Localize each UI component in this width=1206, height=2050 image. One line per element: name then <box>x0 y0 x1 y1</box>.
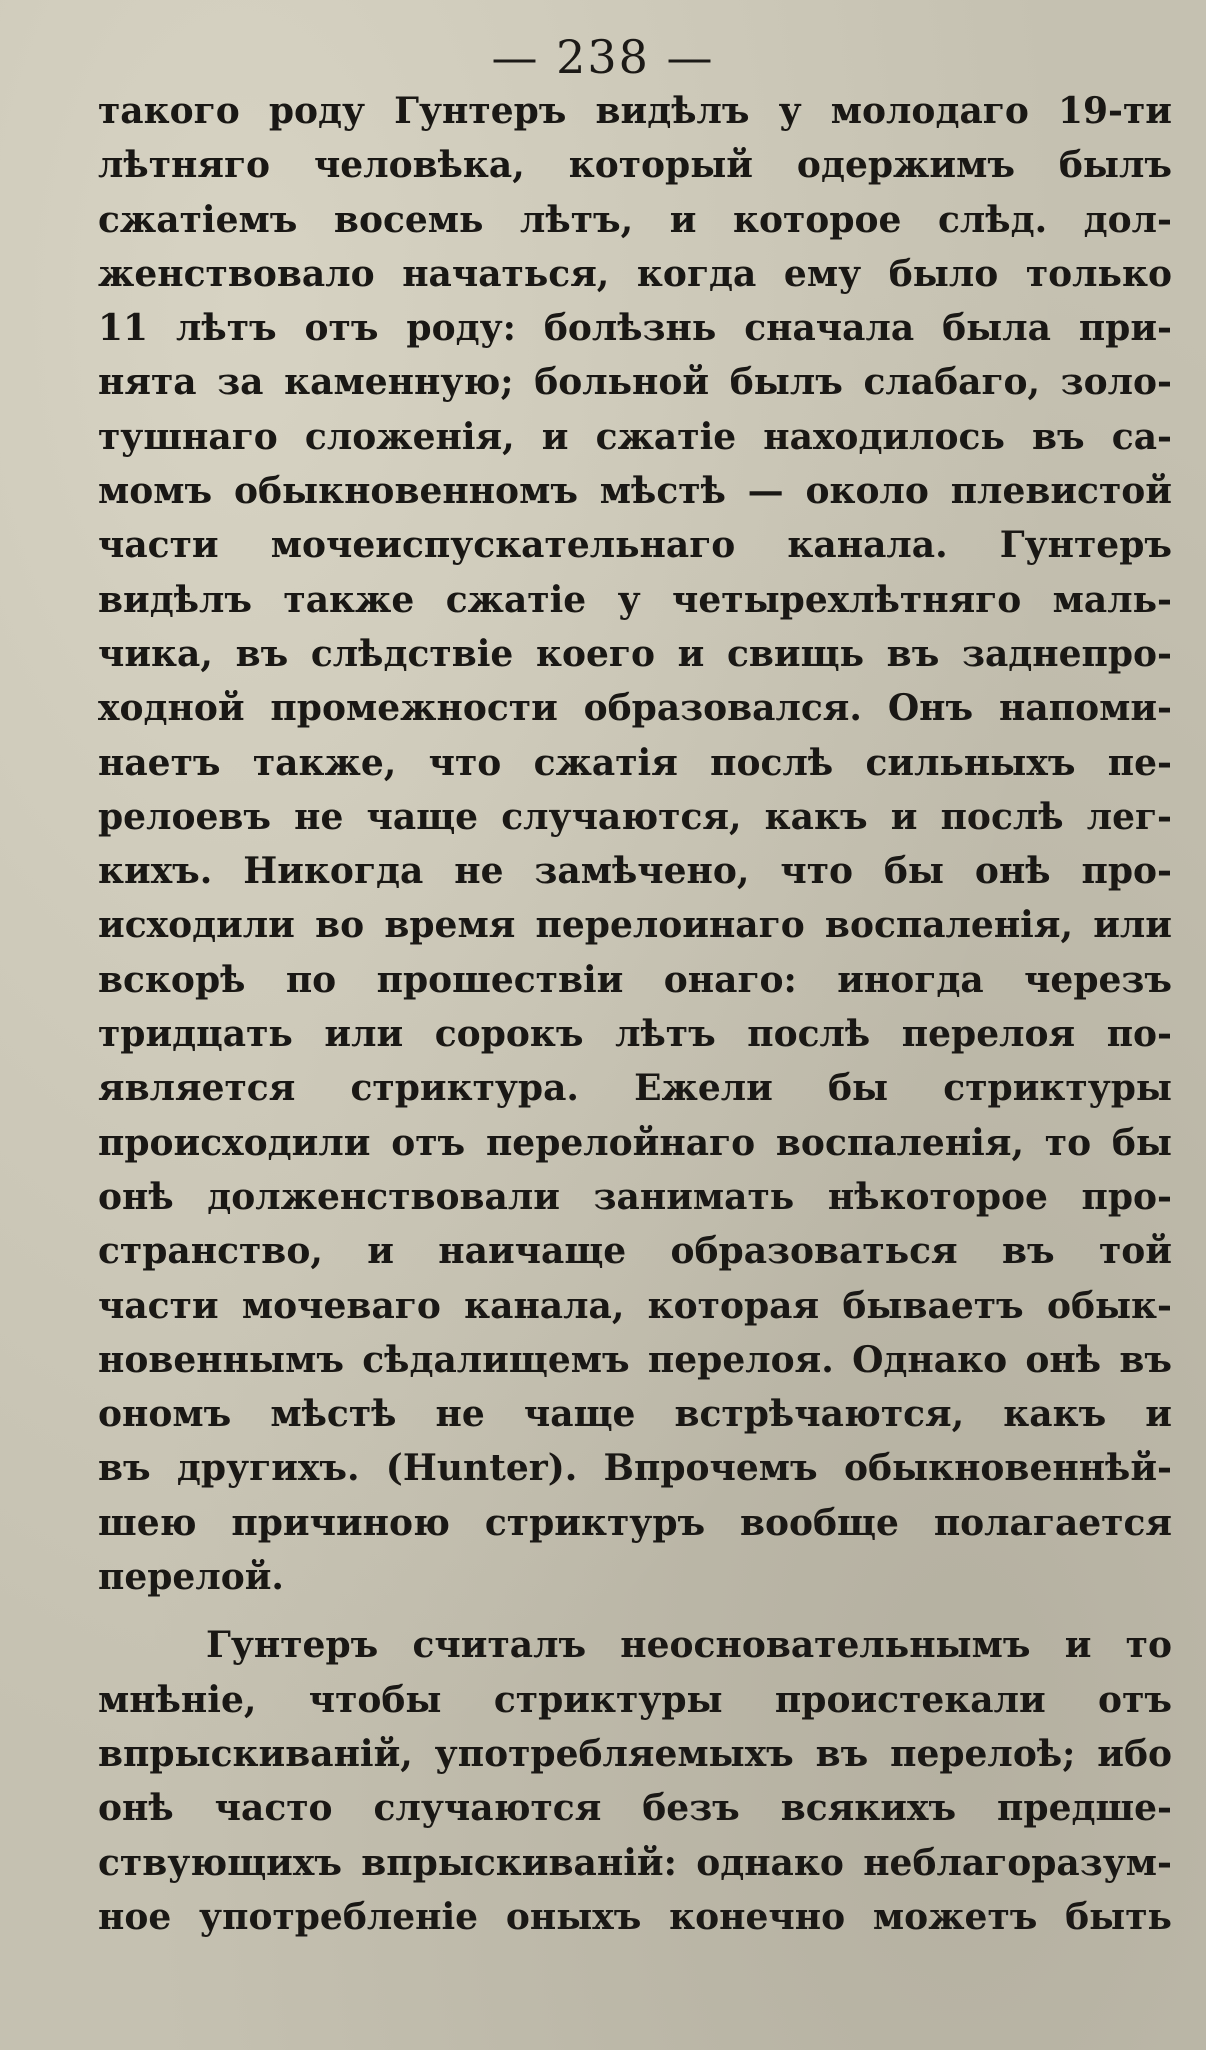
text-line: тушнаго сложенія, и сжатіе находилось въ са- <box>98 415 1172 458</box>
text-line: ное употребленіе оныхъ конечно можетъ быть <box>98 1895 1172 1938</box>
text-line: видѣлъ также сжатіе у четырехлѣтняго маль- <box>98 578 1172 621</box>
text-line: нята за каменную; больной былъ слабаго, золо- <box>98 361 1172 404</box>
text-line: чика, въ слѣдствіе коего и свищь въ заднепро- <box>98 632 1172 675</box>
text-line: мнѣніе, чтобы стриктуры проистекали отъ <box>98 1678 1172 1721</box>
text-line: части мочеваго канала, которая бываетъ обык- <box>98 1284 1172 1327</box>
text-line: перелой. <box>98 1556 284 1599</box>
text-line: является стриктура. Ежели бы стриктуры <box>98 1067 1172 1110</box>
text-line: происходили отъ перелойнаго воспаленія, то бы <box>98 1121 1172 1164</box>
text-line: части мочеиспускательнаго канала. Гунтеръ <box>98 524 1172 567</box>
text-line: ходной промежности образовался. Онъ напоми- <box>98 687 1172 730</box>
text-line: онѣ долженствовали занимать нѣкоторое про- <box>98 1175 1172 1218</box>
text-line: Гунтеръ считалъ неосновательнымъ и то <box>206 1624 1172 1667</box>
text-line: ствующихъ впрыскиваній: однако неблагоразум- <box>98 1841 1172 1884</box>
text-line: лѣтняго человѣка, который одержимъ былъ <box>98 144 1172 187</box>
text-line: странство, и наичаще образоваться въ той <box>98 1230 1172 1273</box>
text-line: женствовало начаться, когда ему было только <box>98 252 1172 295</box>
body-text <box>98 84 1172 1944</box>
paragraph-2 <box>98 1618 1172 1944</box>
text-line: такого роду Гунтеръ видѣлъ у молодаго 19-ти <box>98 90 1172 132</box>
text-line: исходили во время перелоинаго воспаленія, или <box>98 904 1172 947</box>
text-line: момъ обыкновенномъ мѣстѣ — около плевистой <box>98 470 1172 513</box>
text-line: новеннымъ сѣдалищемъ перелоя. Однако онѣ въ <box>98 1338 1172 1381</box>
text-line: шею причиною стриктуръ вообще полагается <box>98 1501 1172 1544</box>
text-line: вскорѣ по прошествіи онаго: иногда черезъ <box>98 958 1172 1001</box>
page-number: — 238 — <box>491 30 715 84</box>
text-line: тридцать или сорокъ лѣтъ послѣ перелоя по- <box>98 1013 1172 1056</box>
text-line: кихъ. Никогда не замѣчено, что бы онѣ про- <box>98 850 1172 893</box>
text-line: въ другихъ. (Hunter). Впрочемъ обыкновеннѣй- <box>98 1447 1172 1490</box>
text-line: 11 лѣтъ отъ роду: болѣзнь сначала была при- <box>98 307 1172 350</box>
text-line: ономъ мѣстѣ не чаще встрѣчаются, какъ и <box>98 1393 1172 1436</box>
paragraph-gap <box>98 1604 1172 1618</box>
text-line: наетъ также, что сжатія послѣ сильныхъ пе- <box>98 741 1172 784</box>
paragraph-1 <box>98 84 1172 1604</box>
text-line: онѣ часто случаются безъ всякихъ предше- <box>98 1787 1172 1830</box>
text-line: впрыскиваній, употребляемыхъ въ перелоѣ; ибо <box>98 1732 1172 1775</box>
text-line: сжатіемъ восемь лѣтъ, и которое слѣд. дол- <box>98 198 1172 241</box>
text-line: релоевъ не чаще случаются, какъ и послѣ лег- <box>98 795 1172 838</box>
